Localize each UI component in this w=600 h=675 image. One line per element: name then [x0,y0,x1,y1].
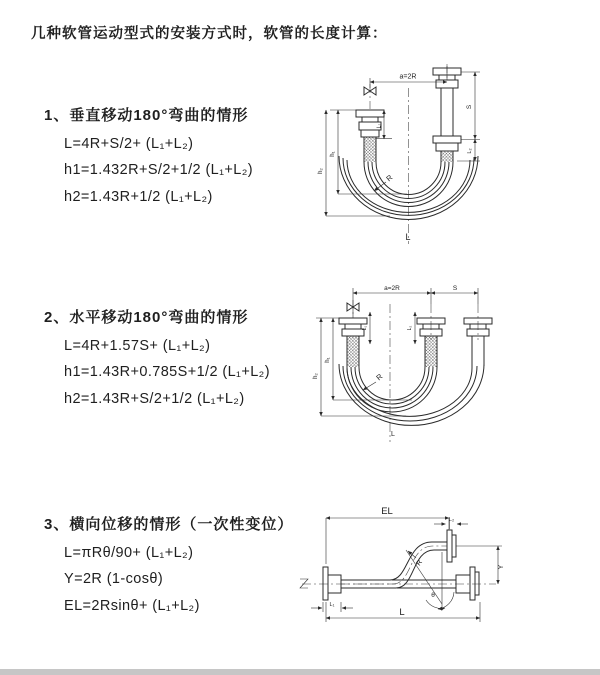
dim-label-l2: L₂ [448,517,455,523]
page-title: 几种软管运动型式的安装方式时，软管的长度计算： [31,26,388,42]
right-hose-leg [472,336,484,368]
dim-label-L: L [391,431,395,438]
centerline-break-mark [300,579,308,588]
dim-label-r: R [415,559,425,568]
dim-label-l1: L₁ [362,325,368,331]
section-vertical-movement [44,104,253,205]
dim-label-y: Y [498,564,505,570]
dim-label-h2: h₂ [313,373,319,379]
formula-L: L=4R+S/2+ (L₁+L₂) [64,135,194,152]
dim-label-s: S [466,104,473,110]
dim-label-l2: L₂ [467,148,473,154]
dim-label-L: L [399,607,405,618]
left-hose-leg [347,336,359,367]
dim-label-r: R [374,371,385,383]
diagram-vertical-180-bend [312,64,582,266]
dim-label-h2: h₂ [318,168,324,174]
formula-L: L=πRθ/90+ (L₁+L₂) [64,544,194,561]
page-bottom-edge [0,669,600,675]
middle-hose-leg [425,336,437,367]
upper-right-flange [447,530,456,562]
dimension-lines [311,518,502,622]
dimension-lines [316,288,478,416]
formula-Y: Y=2R (1-cosθ) [64,571,164,587]
formula-L: L=4R+1.57S+ (L₁+L₂) [64,337,211,354]
dim-label-theta: θ [431,592,435,599]
diagram-lateral-displacement [296,496,596,651]
section-1-heading: 1、垂直移动180°弯曲的情形 [44,107,249,124]
left-hose-leg [364,137,376,162]
centerlines [302,520,496,584]
section-2-heading: 2、水平移动180°弯曲的情形 [44,309,249,326]
dim-label-r: R [384,172,395,184]
dim-label-s: S [452,285,458,292]
diagram-horizontal-180-bend [308,280,598,455]
right-fitting-lower [433,136,461,151]
dim-label-h1: h₁ [325,357,331,363]
dim-label-l1: L₁ [376,123,383,129]
section-3-heading: 3、横向位移的情形（一次性变位） [44,516,294,533]
dim-label-el: EL [381,506,393,517]
dim-label-l1: L₁ [329,602,335,608]
hose-s-curve [341,542,447,588]
centerlines [370,64,447,244]
section-horizontal-movement [44,306,270,407]
formula-h1: h1=1.432R+S/2+1/2 (L₁+L₂) [64,162,254,178]
dim-label-a2r: a=2R [384,285,400,292]
formula-EL: EL=2Rsinθ+ (L₁+L₂) [64,597,200,614]
right-pipe [441,88,453,136]
dim-label-l2: L₂ [407,325,413,331]
dim-label-a2r: a=2R [399,73,417,81]
formula-h1: h1=1.43R+0.785S+1/2 (L₁+L₂) [64,364,270,380]
section-lateral-displacement [44,513,293,614]
left-fitting [356,110,384,137]
right-hose-leg [441,151,453,162]
dim-label-h1: h₁ [330,151,336,157]
hose-u-bend [347,367,437,412]
left-flange [323,567,341,600]
formula-h2: h2=1.43R+1/2 (L₁+L₂) [64,188,213,205]
formula-h2: h2=1.43R+S/2+1/2 (L₁+L₂) [64,390,245,407]
dim-label-L: L [405,232,411,242]
